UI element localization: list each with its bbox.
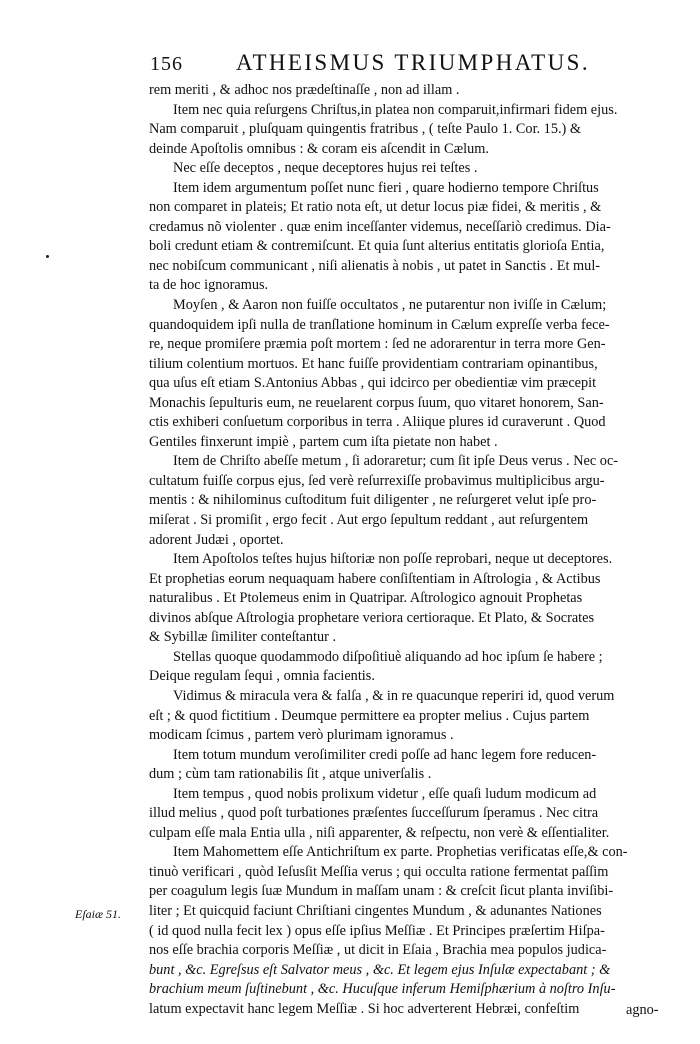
text-line: Nec eſſe deceptos , neque deceptores hujus rei teſtes .	[173, 160, 478, 177]
text-line: deinde Apoſtolis omnibus : & coram eis aſcendit in Cælum.	[149, 140, 489, 157]
text-line: Moyſen , & Aaron non fuiſſe occultatos , ne putarentur non iviſſe in Cælum;	[173, 297, 607, 314]
text-line: Item nec quia reſurgens Chriſtus,in platea non comparuit,infirmari fidem ejus.	[173, 101, 618, 118]
text-line: culpam eſſe mala Entia ulla , niſi apparenter, & reſpectu, non verè & eſſentialiter.	[149, 824, 610, 841]
text-line: tinuò verificari , quòd Ieſusſit Meſſia verus ; qui occulta ratione fermentat paſſim	[149, 863, 609, 880]
text-line: illud melius , quod poſt turbationes præſentes ſucceſſurum ſperamus . Nec citra	[149, 805, 599, 822]
text-line: modicam ſcimus , partem verò plurimam ignoramus .	[149, 727, 454, 744]
text-line: mentis : & nihilominus cuſtoditum fuit diligenter , ne reſurgeret velut ipſe pro-	[149, 492, 597, 509]
text-line: rem meriti , & adhoc nos prædeſtinaſſe , non ad illam .	[149, 82, 460, 98]
margin-note: Eſaiæ 51.	[75, 907, 122, 921]
text-line: Gentiles finxerunt impiè , partem cum iſta pietate non habet .	[149, 433, 498, 450]
text-line: boli credunt etiam & contremiſcunt. Et quia ſunt alterius entitatis glorioſa Entia,	[149, 238, 605, 255]
text-line: non comparet in plateis; Et ratio nota eſt, ut detur locus piæ fidei, & meritis , &	[149, 199, 602, 216]
text-line: & Sybillæ ſimiliter conteſtantur .	[149, 629, 337, 646]
text-line: nos eſſe brachia corporis Meſſiæ , ut dicit in Eſaia , Brachia mea populos judica-	[149, 942, 607, 959]
text-line: liter ; Et quicquid faciunt Chriſtiani cingentes Mundum , & adunantes Nationes	[149, 902, 602, 919]
text-line: ctis exhiberi conſuetum corporibus in terra . Aliique plures id curaverunt . Quod	[149, 414, 606, 431]
catchword: agno-	[626, 1002, 659, 1018]
ink-speck	[46, 255, 49, 258]
text-line: quandoquidem ipſi nulla de tranſlatione hominum in Cælum expreſſe verba fece-	[149, 316, 610, 333]
page-number: 156	[150, 53, 183, 75]
page-header	[150, 50, 620, 80]
text-line: naturalibus . Et Ptolemeus enim in Quatripar. Aſtrologico agnouit Prophetas	[149, 590, 583, 607]
text-line: brachium meum ſuſtinebunt , &c. Hucuſque inferum Hemiſphærium à noſtro Inſu-	[149, 981, 616, 998]
text-line: credamus nõ violenter . quæ enim inceſſanter videmus, neceſſariò credimus. Dia-	[149, 218, 611, 235]
text-line: dum ; cùm tam rationabilis ſit , atque univerſalis .	[149, 766, 432, 783]
text-line: Item idem argumentum poſſet nunc fieri , quare hodierno tempore Chriſtus	[173, 179, 599, 196]
text-line: bunt , &c. Egreſsus eſt Salvator meus , &c. Et legem ejus Inſulæ expectabant ; &	[149, 961, 611, 978]
text-line: eſt ; & quod fictitium . Deumque permittere ea propter melius . Cujus partem	[149, 707, 590, 724]
text-line: Item Mahomettem eſſe Antichriſtum ex parte. Prophetias verificatas eſſe,& con-	[173, 844, 628, 861]
text-line: Vidimus & miracula vera & falſa , & in re quacunque reperiri id, quod verum	[173, 687, 615, 704]
text-line: cultatum fuiſſe corpus ejus, ſed verè reſurrexiſſe probavimus multiplicibus argu-	[149, 472, 605, 489]
text-line: Nam comparuit , pluſquam quingentis fratribus , ( teſte Paulo 1. Cor. 15.) &	[149, 121, 582, 138]
text-line: Item Apoſtolos teſtes hujus hiſtoriæ non poſſe reprobari, neque ut deceptores.	[173, 551, 613, 568]
text-line: ( id quod nulla fecit lex ) opus eſſe ipſius Meſſiæ . Et Principes præſertim Hiſpa-	[149, 922, 605, 939]
body-text	[149, 81, 639, 1019]
text-line: ta de hoc ignoramus.	[149, 277, 269, 294]
text-line: per coagulum legis ſuæ Mundum in maſſam unam : & creſcit ſicut planta inviſibi-	[149, 883, 614, 900]
text-line: Monachis ſepulturis eum, ne reuelarent corpus ſuum, quo vitaret honorem, San-	[149, 394, 604, 411]
text-line: miſerat . Si promiſit , ergo fecit . Aut ergo ſepultum reddant , aut reſurgentem	[149, 512, 589, 529]
running-head: ATHEISMUS TRIUMPHATUS.	[236, 50, 590, 75]
text-line: Et prophetias eorum nequaquam habere conſiſtentiam in Aſtrologia , & Actibus	[149, 570, 601, 587]
text-line: divinos abſque Aſtrologia prophetare veriora certioraque. Et Plato, & Socrates	[149, 609, 595, 626]
text-line: adorent Judæi , oportet.	[149, 531, 284, 548]
text-line: tilium colentium mortuos. Et hanc fuiſſe providentiam contrariam opinantibus,	[149, 355, 598, 372]
text-line: Item de Chriſto abeſſe metum , ſi adoraretur; cum ſit ipſe Deus verus . Nec oc-	[173, 453, 619, 470]
text-line: Item totum mundum veroſimiliter credi poſſe ad hanc legem fore reducen-	[173, 746, 597, 763]
text-line: Stellas quoque quodammodo diſpoſitiuè aliquando ad hoc ipſum ſe habere ;	[173, 648, 603, 665]
text-line: re, neque promiſere præmia poſt mortem : ſed ne adorarentur in terra more Gen-	[149, 336, 606, 353]
text-line: nec nobiſcum communicant , niſi alienatis à nobis , ut patet in Sanctis . Et mul-	[149, 257, 601, 274]
text-line: Deique regulam ſequi , omnia facientis.	[149, 668, 375, 685]
text-line: latum expectavit hanc legem Meſſiæ . Si hoc adverterent Hebræi, confeſtim	[149, 1000, 580, 1017]
text-line: Item tempus , quod nobis prolixum videtur , eſſe quaſi ludum modicum ad	[173, 785, 597, 802]
text-line: qua uſus eſt etiam S.Antonius Abbas , qui idcirco per obedientiæ vim præcepit	[149, 375, 597, 392]
